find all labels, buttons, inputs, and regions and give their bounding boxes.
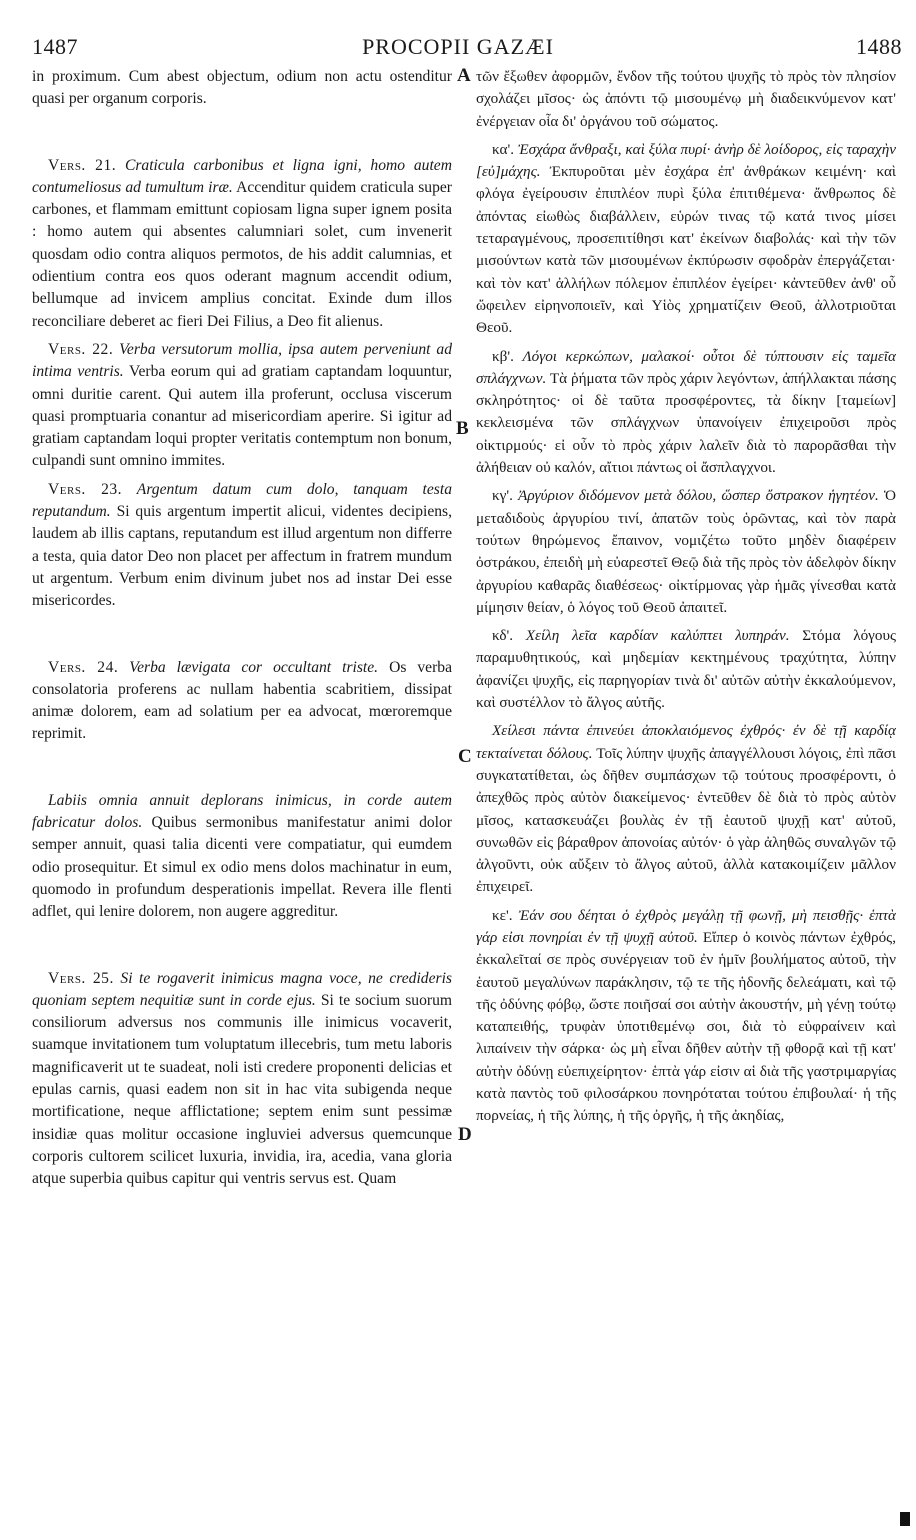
verse-commentary: Στόμα λόγους παραμυθητικούς, καὶ μηδεμίαν κεκτημένους τραχύτητα, λύπην ἀφανίζει ψυχῆς, εἰς παρηγορίαν τινὰ δι' αὐτῶν αὐτὴν ἐκκαλούμενον, καὶ συστέλλον τὸ ἄλγος αὐτῆς. <box>476 627 896 712</box>
verse-commentary: Si te socium suorum consiliorum adversus nos communis ille inimicus vocaverit, suamque invitationem tum voluptatum illecebris, tum metu laboris magnificaverit ut te suadeat, noli isti credere proponenti delicias et epulas carnis, quasi eadem non sit in hac vita subigenda neque mortificatione, neque afflictatione; septem enim sunt pessimæ insidiæ quas molitur occasione ingluviei adversus quemcunque corporis cultorem scilicet luxuria, invidia, ira, acedia, vana gloria atque superbia quibus capitur qui ventris servus est. Quam <box>32 991 452 1188</box>
verse-lemma: Si te rogaverit inimicus magna voce, ne credideris quoniam septem nequitiæ sunt in corde ejus. <box>32 969 452 1009</box>
verse-lemma: Craticula carbonibus et ligna igni, homo autem contumeliosus ad tumultum iræ. <box>32 156 452 196</box>
verse-commentary: Ἐκπυροῦται μὲν ἐσχάρα ἐπ' ἀνθράκων κειμένη· καὶ φλόγα ἐγείρουσιν ἐπιπλέον πυρὶ ξύλα ἐπιτιθέμενα· ἄνθρωπος δὲ ἀπόντας εἰωθὼς διαβάλλειν, εὑρών τινας τῷ κατά τινος μίσει τεταραγμένους, προσεπιτίθησι κατ' ἐκείνων διαβολάς· καὶ τὴν τῶν μισούντων κατὰ τῶν μισουμένων ἐκπύρωσιν σφοδρὰν ἐπεργάζεται· καὶ τὸν κατ' ἀλλήλων πόλεμον ἐπιπλέον ἐγείρει· κἀντεῦθεν ἀνθ' οὗ ὤφειλεν εἰρηνοποιεῖν, καὶ Υἱὸς χρηματίζειν Θεοῦ, ἀλλοτριοῦται Θεοῦ. <box>476 163 896 337</box>
greek-column <box>476 66 896 1526</box>
margin-letter-a: A <box>457 65 471 86</box>
verse-commentary: Quibus sermonibus manifestatur animi dolor semper annuit, quasi talia dicenti vere compatiatur, qui eumdem odio prosequitur. Et simul ex odio mens dolos machinatur in eum, quomodo in profundum desperationis impellat. Revera ille flenti adflet, qui lenire dolorem, non augere aggreditur. <box>32 814 452 921</box>
greek-verse-25 <box>476 905 896 1128</box>
greek-intro: τῶν ἔξωθεν ἀφορμῶν, ἔνδον τῆς τούτου ψυχῆς τὸ πρὸς τὸν πλησίον σχολάζει μῖσος· ὡς ἀπόντι τῷ μισουμένῳ μὴ διαδεικνύμενον κατ' ἐνέργειαν οἷα δι' ὀργάνου τοῦ σώματος. <box>476 68 896 130</box>
latin-verse-24 <box>32 657 452 746</box>
margin-letter-d: D <box>458 1124 472 1145</box>
latin-intro: in proximum. Cum abest objectum, odium non actu ostenditur quasi per organum corporis. <box>32 68 452 108</box>
verse-commentary: Εἴπερ ὁ κοινὸς πάντων ἐχθρός, ἐκκαλεῖταί σε πρὸς συνέργειαν τοῦ ἐν ἡμῖν βουλήματος αὐτοῦ, τὴν ἑαυτοῦ μεγαλύνων παράκλησιν, τῷ τε τῆς ἡδονῆς δελεάματι, καὶ τῷ τῆς ὀδύνης φόβῳ, ὥστε ποιῆσαί σοι αὐτὴν ἀκουστήν, μὴ γένῃ τούτῳ καταπειθής, τρυφὰν ὑποτιθεμένῳ σοι, διὰ τὸ εὐφραίνειν καὶ λιπαίνειν τὴν σάρκα· ὡς μὴ εἶναι δῆθεν αὐτὴν τῇ φθορᾷ καὶ τῇ κατ' αὐτὴν ὀδύνῃ εὐεπιχείρητον· ἑπτὰ γάρ εἰσιν αἱ διὰ τῆς γαστριμαργίας κατὰ παντὸς τοῦ φιλοσάρκου πονηρόταται τούτου ἐπιβουλαί· ἡ τῆς πορνείας, ἡ τῆς λύπης, ἡ τῆς ὀργῆς, ἡ τῆς ἀκηδίας, <box>476 928 896 1125</box>
verse-lemma: Χείλεσι πάντα ἐπινεύει ἀποκλαιόμενος ἐχθρός· ἐν δὲ τῇ καρδίᾳ τεκταίνεται δόλους. <box>476 722 896 762</box>
latin-verse-23 <box>32 479 452 613</box>
verse-label: κγ'. <box>492 487 513 505</box>
verse-label: κε'. <box>492 906 513 924</box>
verse-lemma: Ἐάν σου δέηται ὁ ἐχθρὸς μεγάλῃ τῇ φωνῇ, μὴ πεισθῇς· ἑπτὰ γάρ εἰσι πονηρίαι ἐν τῇ ψυχῇ αὐτοῦ. <box>476 906 896 946</box>
verse-lemma: Verba versutorum mollia, ipsa autem perveniunt ad intima ventris. <box>32 340 452 381</box>
verse-lemma: Labiis omnia annuit deplorans inimicus, in corde autem fabricatur dolos. <box>32 791 452 832</box>
margin-letter-c: C <box>458 746 472 767</box>
latin-column <box>32 66 452 1526</box>
verse-commentary: Os verba consolatoria proferens ac nullam habentia scabritiem, dissipat animæ dolorem, eam ad solatium per ea advocat, mœroremque reprimit. <box>32 658 452 743</box>
verse-commentary: Verba eorum qui ad gratiam captandam loquuntur, omni duritie carent. Qui autem illa proferunt, occlusa viscerum quasi promptuaria conantur ad misericordiam aperire. Si igitur ad gratiam captandam loqui propter veritatis contemptum non bonum, culpandi sunt omnino immites. <box>32 363 452 470</box>
verse-label: Vers. 25. <box>48 969 114 987</box>
verse-commentary: Ὁ μεταδιδοὺς ἀργυρίου τινί, ἀπατῶν τοὺς ὁρῶντας, καὶ τὸν παρὰ τούτων θηρώμενος ἔπαινον, νομιζέτω τοῦτο μηδὲν διαφέρειν ὀστράκου, ἐπειδὴ μὴ εὐαρεστεῖ Θεῷ διὰ τῆς πρὸς τὸν ἀδελφὸν δίκην ἀργυρίου καθαρᾶς διαθέσεως· οἰκτίρμονας γὰρ ἡμᾶς γίνεσθαι κατὰ μίμησιν θείαν, ὁ λόγος τοῦ Θεοῦ ἀπαιτεῖ. <box>476 487 896 616</box>
verse-lemma: Ἐσχάρα ἄνθραξι, καὶ ξύλα πυρί· ἀνὴρ δὲ λοίδορος, εἰς ταραχὴν [εὐ]μάχης. <box>476 140 896 181</box>
verse-label: κβ'. <box>492 347 514 365</box>
greek-verse-24b <box>476 720 896 898</box>
greek-verse-21 <box>476 139 896 340</box>
verse-lemma: Λόγοι κερκώπων, μαλακοί· οὗτοι δὲ τύπτουσιν εἰς ταμεῖα σπλάγχνων. <box>476 347 896 387</box>
page-number-right: 1488 <box>856 34 902 59</box>
greek-verse-23 <box>476 485 896 619</box>
verse-lemma: Argentum datum cum dolo, tanquam testa reputandum. <box>32 480 452 521</box>
page-header <box>0 0 916 62</box>
verse-label: κδ'. <box>492 627 514 645</box>
verse-lemma: Χείλη λεῖα καρδίαν καλύπτει λυπηράν. <box>525 627 790 645</box>
verse-label: κα'. <box>492 140 515 158</box>
print-crop-mark <box>900 1512 910 1526</box>
greek-verse-22 <box>476 346 896 480</box>
verse-label: Vers. 23. <box>48 480 123 498</box>
verse-lemma: Verba lævigata cor occultant triste. <box>129 658 379 676</box>
verse-label: Vers. 24. <box>48 658 119 676</box>
latin-verse-22 <box>32 339 452 473</box>
verse-lemma: Ἀργύριον διδόμενον μετὰ δόλου, ὥσπερ ὄστρακον ἡγητέον. <box>518 487 879 505</box>
verse-label: Vers. 22. <box>48 340 114 358</box>
latin-verse-25 <box>32 968 452 1191</box>
verse-commentary: Τὰ ῥήματα τῶν πρὸς χάριν λεγόντων, ἀπήλλακται πάσης σκληρότητος· οἱ δὲ ταῦτα προσφέροντες, τὰ δίκην [ταμείων] κεκλεισμένα τῶν σπλάγχνων ὑπανοίγειν ἐπιχειροῦσι πρὸς οἰκτιρμούς· εἰ οὖν τὸ πρὸς χάριν λαλεῖν διὰ τὸ παρορᾶσθαι τὴν ἀλήθειαν οὐ καλόν, αἴτιοι πάντως οἱ ἄσπλαγχνοι. <box>476 369 896 477</box>
greek-verse-24 <box>476 625 896 714</box>
verse-commentary: Si quis argentum impertit alicui, videntes decipiens, laudem ab illis captans, reputandum est illud argentum non differre a testa, quia dator Deo non placet per affectum in fratrem mundum ut argentum. Verbum enim divinum jubet nos ad instar Dei esse misericordes. <box>32 503 452 610</box>
page-number-left: 1487 <box>32 34 78 59</box>
running-title: PROCOPII GAZÆI <box>362 34 554 59</box>
verse-label: Vers. 21. <box>48 156 117 174</box>
verse-commentary: Accenditur quidem craticula super carbones, et flammam emittunt copiosam ligna super ignem posita : homo autem qui absentes calumniari solet, cum invenerit quosdam odio contra aliquos permotos, de his addit calumnias, et odientium contra eos quos oderant magnum accendit odium, bellumque ad invicem amplius concitat. Exinde dum illos reconciliare deberet ac fieri Dei Filius, a Deo fit alienus. <box>32 178 452 330</box>
latin-verse-24b <box>32 790 452 924</box>
latin-verse-21 <box>32 155 452 333</box>
verse-commentary: Τοῖς λύπην ψυχῆς ἀπαγγέλλουσι λόγοις, ἐπὶ πᾶσι συγκατατίθεται, ὡς δῆθεν συμπάσχων τῷ τούτους προσφέροντι, ὁ ἀπεχθῶς πρὸς αὐτὸν διακείμενος· ἐντεῦθεν δὲ διὰ τὸ πρὸς αὐτὸν μῖσος, κατασκευάζει βουλὰς ἐν τῇ ἑαυτοῦ ψυχῇ κατ' αὐτοῦ, συνωθῶν εἰς βάραθρον ἀπονοίας αὐτόν· ὁ γὰρ ἀληθῶς συναλγῶν τῷ ἀλγοῦντι, οὐκ αὔξειν τὸ ἄλγος αὐτοῦ, ἀλλὰ κατακοιμίζειν μᾶλλον ἐπιχειρεῖ. <box>476 744 896 896</box>
margin-letter-b: B <box>456 418 469 439</box>
